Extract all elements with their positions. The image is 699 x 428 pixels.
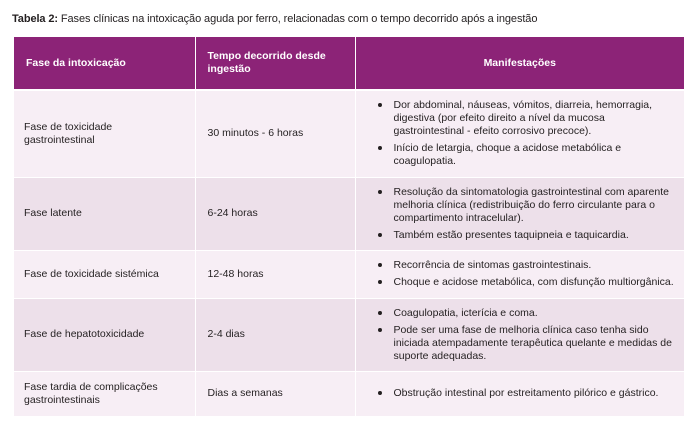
- cell-tempo: 2-4 dias: [195, 298, 355, 371]
- list-item: Também estão presentes taquipneia e taquicardia.: [378, 229, 675, 242]
- table-row: [14, 250, 684, 298]
- list-item: Pode ser uma fase de melhoria clínica caso tenha sido iniciada atempadamente terapêutica quelante e medidas de suporte adequadas.: [378, 324, 675, 363]
- cell-manifestacoes: [355, 177, 684, 250]
- table-row: [14, 90, 684, 177]
- header-tempo: Tempo decorrido desde ingestão: [195, 37, 355, 90]
- manifestations-list: [366, 99, 675, 168]
- cell-manifestacoes: [355, 371, 684, 416]
- table-row: [14, 177, 684, 250]
- table-row: [14, 371, 684, 416]
- manifestations-list: [366, 186, 675, 242]
- list-item: Recorrência de sintomas gastrointestinais.: [378, 259, 675, 272]
- table-caption: [12, 13, 537, 25]
- table-row: [14, 298, 684, 371]
- cell-fase: Fase de toxicidade gastrointestinal: [14, 90, 195, 177]
- cell-manifestacoes: [355, 298, 684, 371]
- list-item: Coagulopatia, icterícia e coma.: [378, 307, 675, 320]
- manifestations-list: [366, 387, 675, 400]
- cell-tempo: Dias a semanas: [195, 371, 355, 416]
- cell-fase: Fase latente: [14, 177, 195, 250]
- list-item: Choque e acidose metabólica, com disfunção multiorgânica.: [378, 276, 675, 289]
- cell-manifestacoes: [355, 250, 684, 298]
- table-header-row: [14, 37, 684, 90]
- manifestations-list: [366, 307, 675, 363]
- list-item: Resolução da sintomatologia gastrointestinal com aparente melhoria clínica (redistribuição do ferro circulante para o compartimento intracelular).: [378, 186, 675, 225]
- list-item: Dor abdominal, náuseas, vómitos, diarreia, hemorragia, digestiva (por efeito direito a nível da mucosa gastrointestinal - efeito corrosivo precoce).: [378, 99, 675, 138]
- cell-tempo: 12-48 horas: [195, 250, 355, 298]
- header-manifestacoes: Manifestações: [355, 37, 684, 90]
- list-item: Início de letargia, choque a acidose metabólica e coagulopatia.: [378, 142, 675, 168]
- header-fase: Fase da intoxicação: [14, 37, 195, 90]
- caption-text: Fases clínicas na intoxicação aguda por ferro, relacionadas com o tempo decorrido após a ingestão: [57, 13, 538, 25]
- manifestations-list: [366, 259, 675, 289]
- cell-fase: Fase tardia de complicações gastrointestinais: [14, 371, 195, 416]
- cell-fase: Fase de toxicidade sistémica: [14, 250, 195, 298]
- cell-manifestacoes: [355, 90, 684, 177]
- cell-tempo: 6-24 horas: [195, 177, 355, 250]
- caption-label: Tabela 2:: [12, 13, 58, 25]
- list-item: Obstrução intestinal por estreitamento pilórico e gástrico.: [378, 387, 675, 400]
- cell-tempo: 30 minutos - 6 horas: [195, 90, 355, 177]
- cell-fase: Fase de hepatotoxicidade: [14, 298, 195, 371]
- clinical-phases-table: [14, 37, 684, 417]
